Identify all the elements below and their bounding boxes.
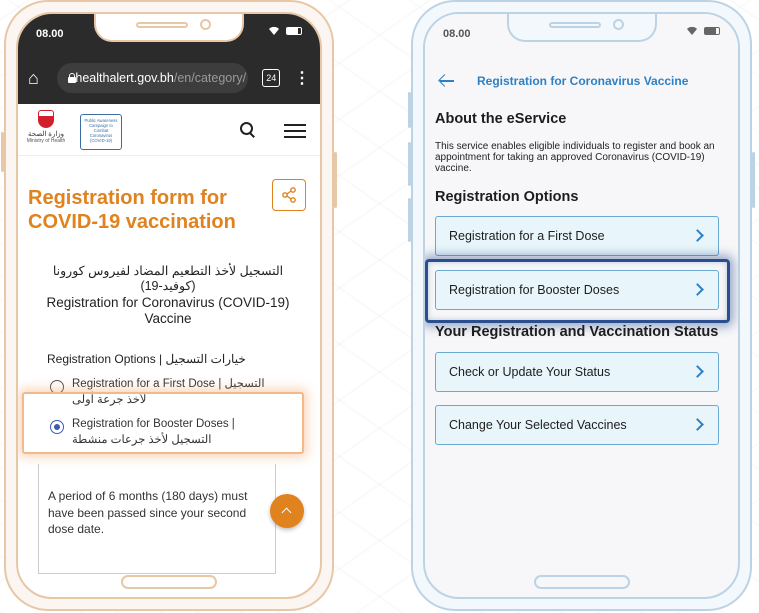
booster-doses-label: Registration for Booster Doses (449, 283, 620, 297)
check-status-button[interactable] (435, 352, 719, 392)
ministry-name-en: Ministry of Health (26, 138, 66, 144)
site-header (18, 104, 320, 156)
ministry-logo[interactable] (26, 110, 66, 144)
url-domain: healthalert.gov.bh (75, 71, 174, 85)
app-title: Registration for Coronavirus Vaccine (477, 74, 689, 88)
chevron-right-icon (691, 365, 704, 378)
first-dose-button[interactable] (435, 216, 719, 256)
about-heading: About the eService (435, 111, 567, 127)
chevron-right-icon (691, 418, 704, 431)
highlight-box (22, 392, 304, 454)
first-dose-label: Registration for a First Dose (449, 229, 605, 243)
system-icons (268, 26, 302, 36)
browser-toolbar (18, 52, 320, 104)
hamburger-menu-icon[interactable] (284, 124, 306, 138)
silent-button (408, 198, 411, 242)
status-bar (425, 14, 738, 52)
search-icon[interactable] (240, 122, 256, 138)
url-path: /en/category/ (173, 71, 247, 85)
speaker-grill (136, 22, 188, 28)
info-text: A period of 6 months (180 days) must have been passed since your second dose date. (48, 489, 248, 536)
bahrain-emblem-icon (38, 110, 54, 128)
check-status-label: Check or Update Your Status (449, 365, 611, 379)
phone-frame-left (4, 0, 334, 611)
volume-down-button (408, 142, 411, 186)
status-heading: Your Registration and Vaccination Status (435, 324, 719, 340)
form-heading-en: Registration for Coronavirus (COVID-19) Vaccine (46, 295, 290, 326)
notch (94, 14, 244, 42)
wifi-icon (686, 26, 698, 36)
form-heading-ar: التسجيل لأخذ التطعيم المضاد لفيروس كورونا (كوفيد-19) (52, 264, 284, 293)
radio-label-en: Registration for a First Dose | التسجيل (72, 378, 265, 390)
change-vaccines-label: Change Your Selected Vaccines (449, 418, 627, 432)
system-icons (686, 26, 720, 36)
scroll-to-top-button[interactable] (270, 494, 304, 528)
tab-switcher-button[interactable]: 24 (262, 69, 280, 87)
share-icon (281, 187, 297, 203)
chevron-right-icon (691, 229, 704, 242)
power-button (752, 152, 755, 208)
screen-right (423, 12, 740, 599)
highlight-box (425, 259, 730, 323)
status-time: 08.00 (36, 28, 64, 40)
screen-left (16, 12, 322, 599)
wifi-icon (268, 26, 280, 36)
registration-options-label: Registration Options | خيارات التسجيل (47, 352, 246, 366)
status-time: 08.00 (443, 28, 471, 40)
radio-label-ar: لأخذ جرعة أولى (72, 394, 147, 406)
phone-frame-right (411, 0, 752, 611)
camera-icon (200, 19, 211, 30)
speaker-grill (549, 22, 601, 28)
home-icon[interactable]: ⌂ (28, 67, 39, 88)
home-indicator (534, 575, 630, 589)
registration-options-heading: Registration Options (435, 189, 579, 205)
page-title: Registration form for COVID-19 vaccination (28, 187, 236, 233)
address-bar[interactable] (57, 63, 248, 93)
home-indicator (121, 575, 217, 589)
about-text: This service enables eligible individuals to register and book an appointment for taking an approved Coronavirus (COVID-19) vaccine. (435, 141, 715, 174)
status-bar (18, 14, 320, 52)
share-button[interactable] (272, 179, 306, 211)
volume-button (1, 132, 4, 172)
change-vaccines-button[interactable] (435, 405, 719, 445)
campaign-logo[interactable]: Public Awareness Campaign to Combat Coronavirus (COVID-19) (80, 114, 122, 150)
battery-icon (704, 27, 720, 35)
app-header (425, 66, 738, 96)
notch (507, 14, 657, 42)
back-arrow-icon[interactable] (439, 74, 455, 88)
volume-up-button (408, 92, 411, 128)
radio-label-ar: التسجيل لأخذ جرعات منشطة (72, 434, 212, 446)
ministry-name-ar: وزارة الصحة (27, 131, 65, 138)
more-menu-icon[interactable]: ⋮ (294, 70, 310, 87)
camera-icon (613, 19, 624, 30)
power-button (334, 152, 337, 208)
battery-icon (286, 27, 302, 35)
radio-label-en: Registration for Booster Doses | (72, 418, 235, 430)
